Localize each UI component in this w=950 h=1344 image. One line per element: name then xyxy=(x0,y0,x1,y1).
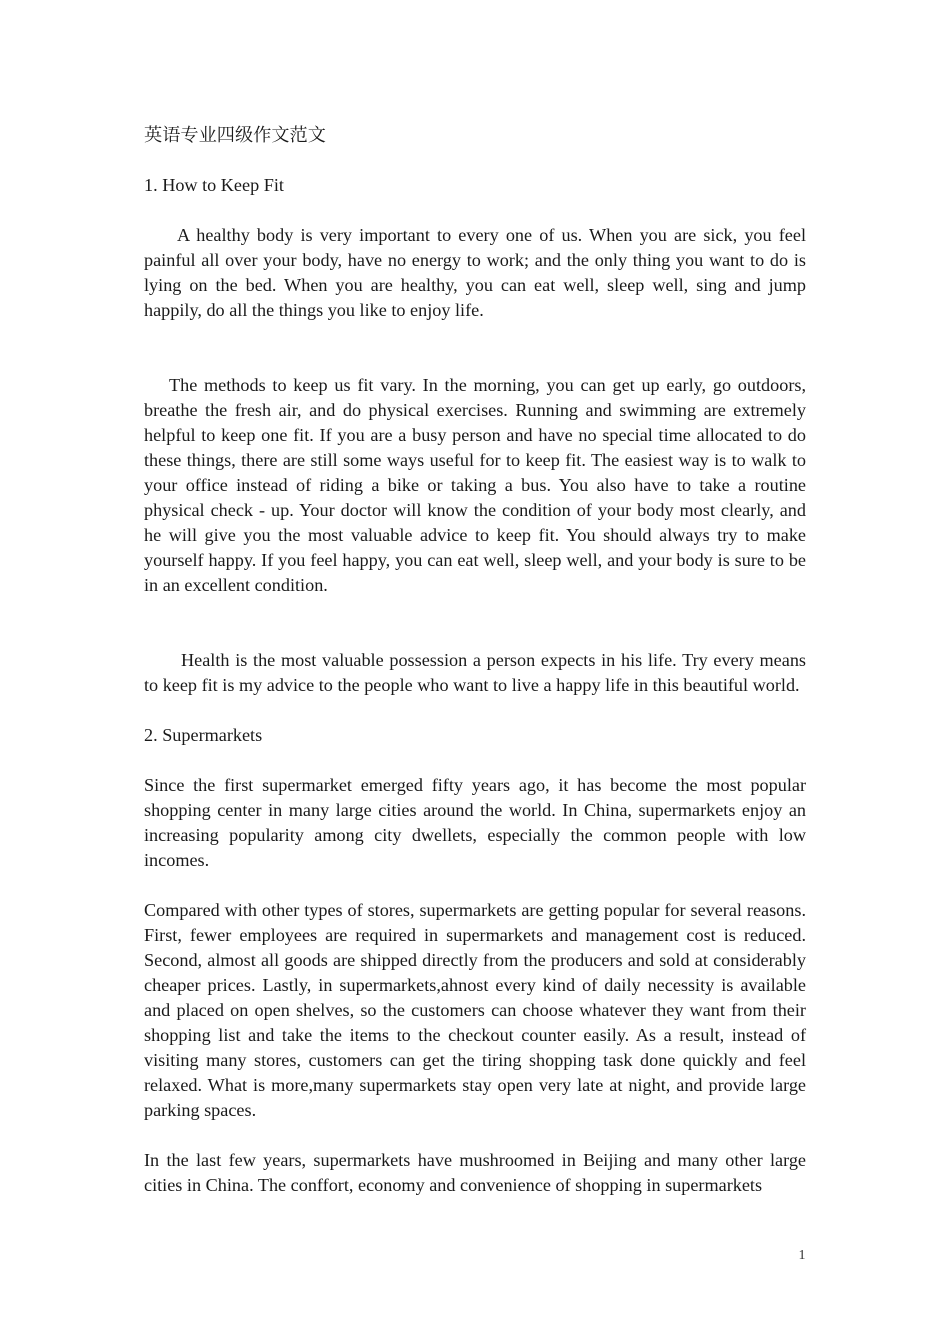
paragraph: Health is the most valuable possession a person expects in his life. Try every means to keep fit is my advice to the people who want to live a happy life in this beautiful world. xyxy=(144,650,806,695)
section-heading-supermarkets: 2. Supermarkets xyxy=(144,725,263,745)
page-number: 1 xyxy=(798,1248,806,1263)
section-heading-keep-fit: 1. How to Keep Fit xyxy=(144,175,284,195)
document-body xyxy=(144,123,806,1198)
paragraph: Compared with other types of stores, supermarkets are getting popular for several reasons. First, fewer employees are required in supermarkets and management cost is reduced. Second, almost all goods are shipped directly from the producers and sold at considerably cheaper prices. Lastly, in supermarkets,ahnost every kind of daily necessity is available and placed on open shelves, so the customers can choose whatever they want from their shopping list and take the items to the checkout counter easily. As a result, instead of visiting many stores, customers can get the tiring shopping task done quickly and feel relaxed. What is more,many supermarkets stay open very late at night, and provide large parking spaces. xyxy=(144,900,806,1120)
paragraph: Since the first supermarket emerged fifty years ago, it has become the most popular shopping center in many large cities around the world. In China, supermarkets enjoy an increasing popularity among city dwellets, especially the common people with low incomes. xyxy=(144,775,806,870)
document-title: 英语专业四级作文范文 xyxy=(144,125,326,145)
paragraph: The methods to keep us fit vary. In the morning, you can get up early, go outdoors, breathe the fresh air, and do physical exercises. Running and swimming are extremely helpful to keep one fit. If you are a busy person and have no special time allocated to do these things, there are still some ways useful for to keep fit. The easiest way is to walk to your office instead of riding a bike or taking a bus. You also have to take a routine physical check - up. Your doctor will know the condition of your body most clearly, and he will give you the most valuable advice to keep fit. You should always try to make yourself happy. If you feel happy, you can eat well, sleep well, and your body is sure to be in an excellent condition. xyxy=(144,375,806,595)
paragraph: In the last few years, supermarkets have mushroomed in Beijing and many other large cities in China. The conffort, economy and convenience of shopping in supermarkets xyxy=(144,1150,806,1195)
paragraph: A healthy body is very important to every one of us. When you are sick, you feel painful all over your body, have no energy to work; and the only thing you want to do is lying on the bed. When you are healthy, you can eat well, sleep well, sing and jump happily, do all the things you like to enjoy life. xyxy=(144,225,806,320)
